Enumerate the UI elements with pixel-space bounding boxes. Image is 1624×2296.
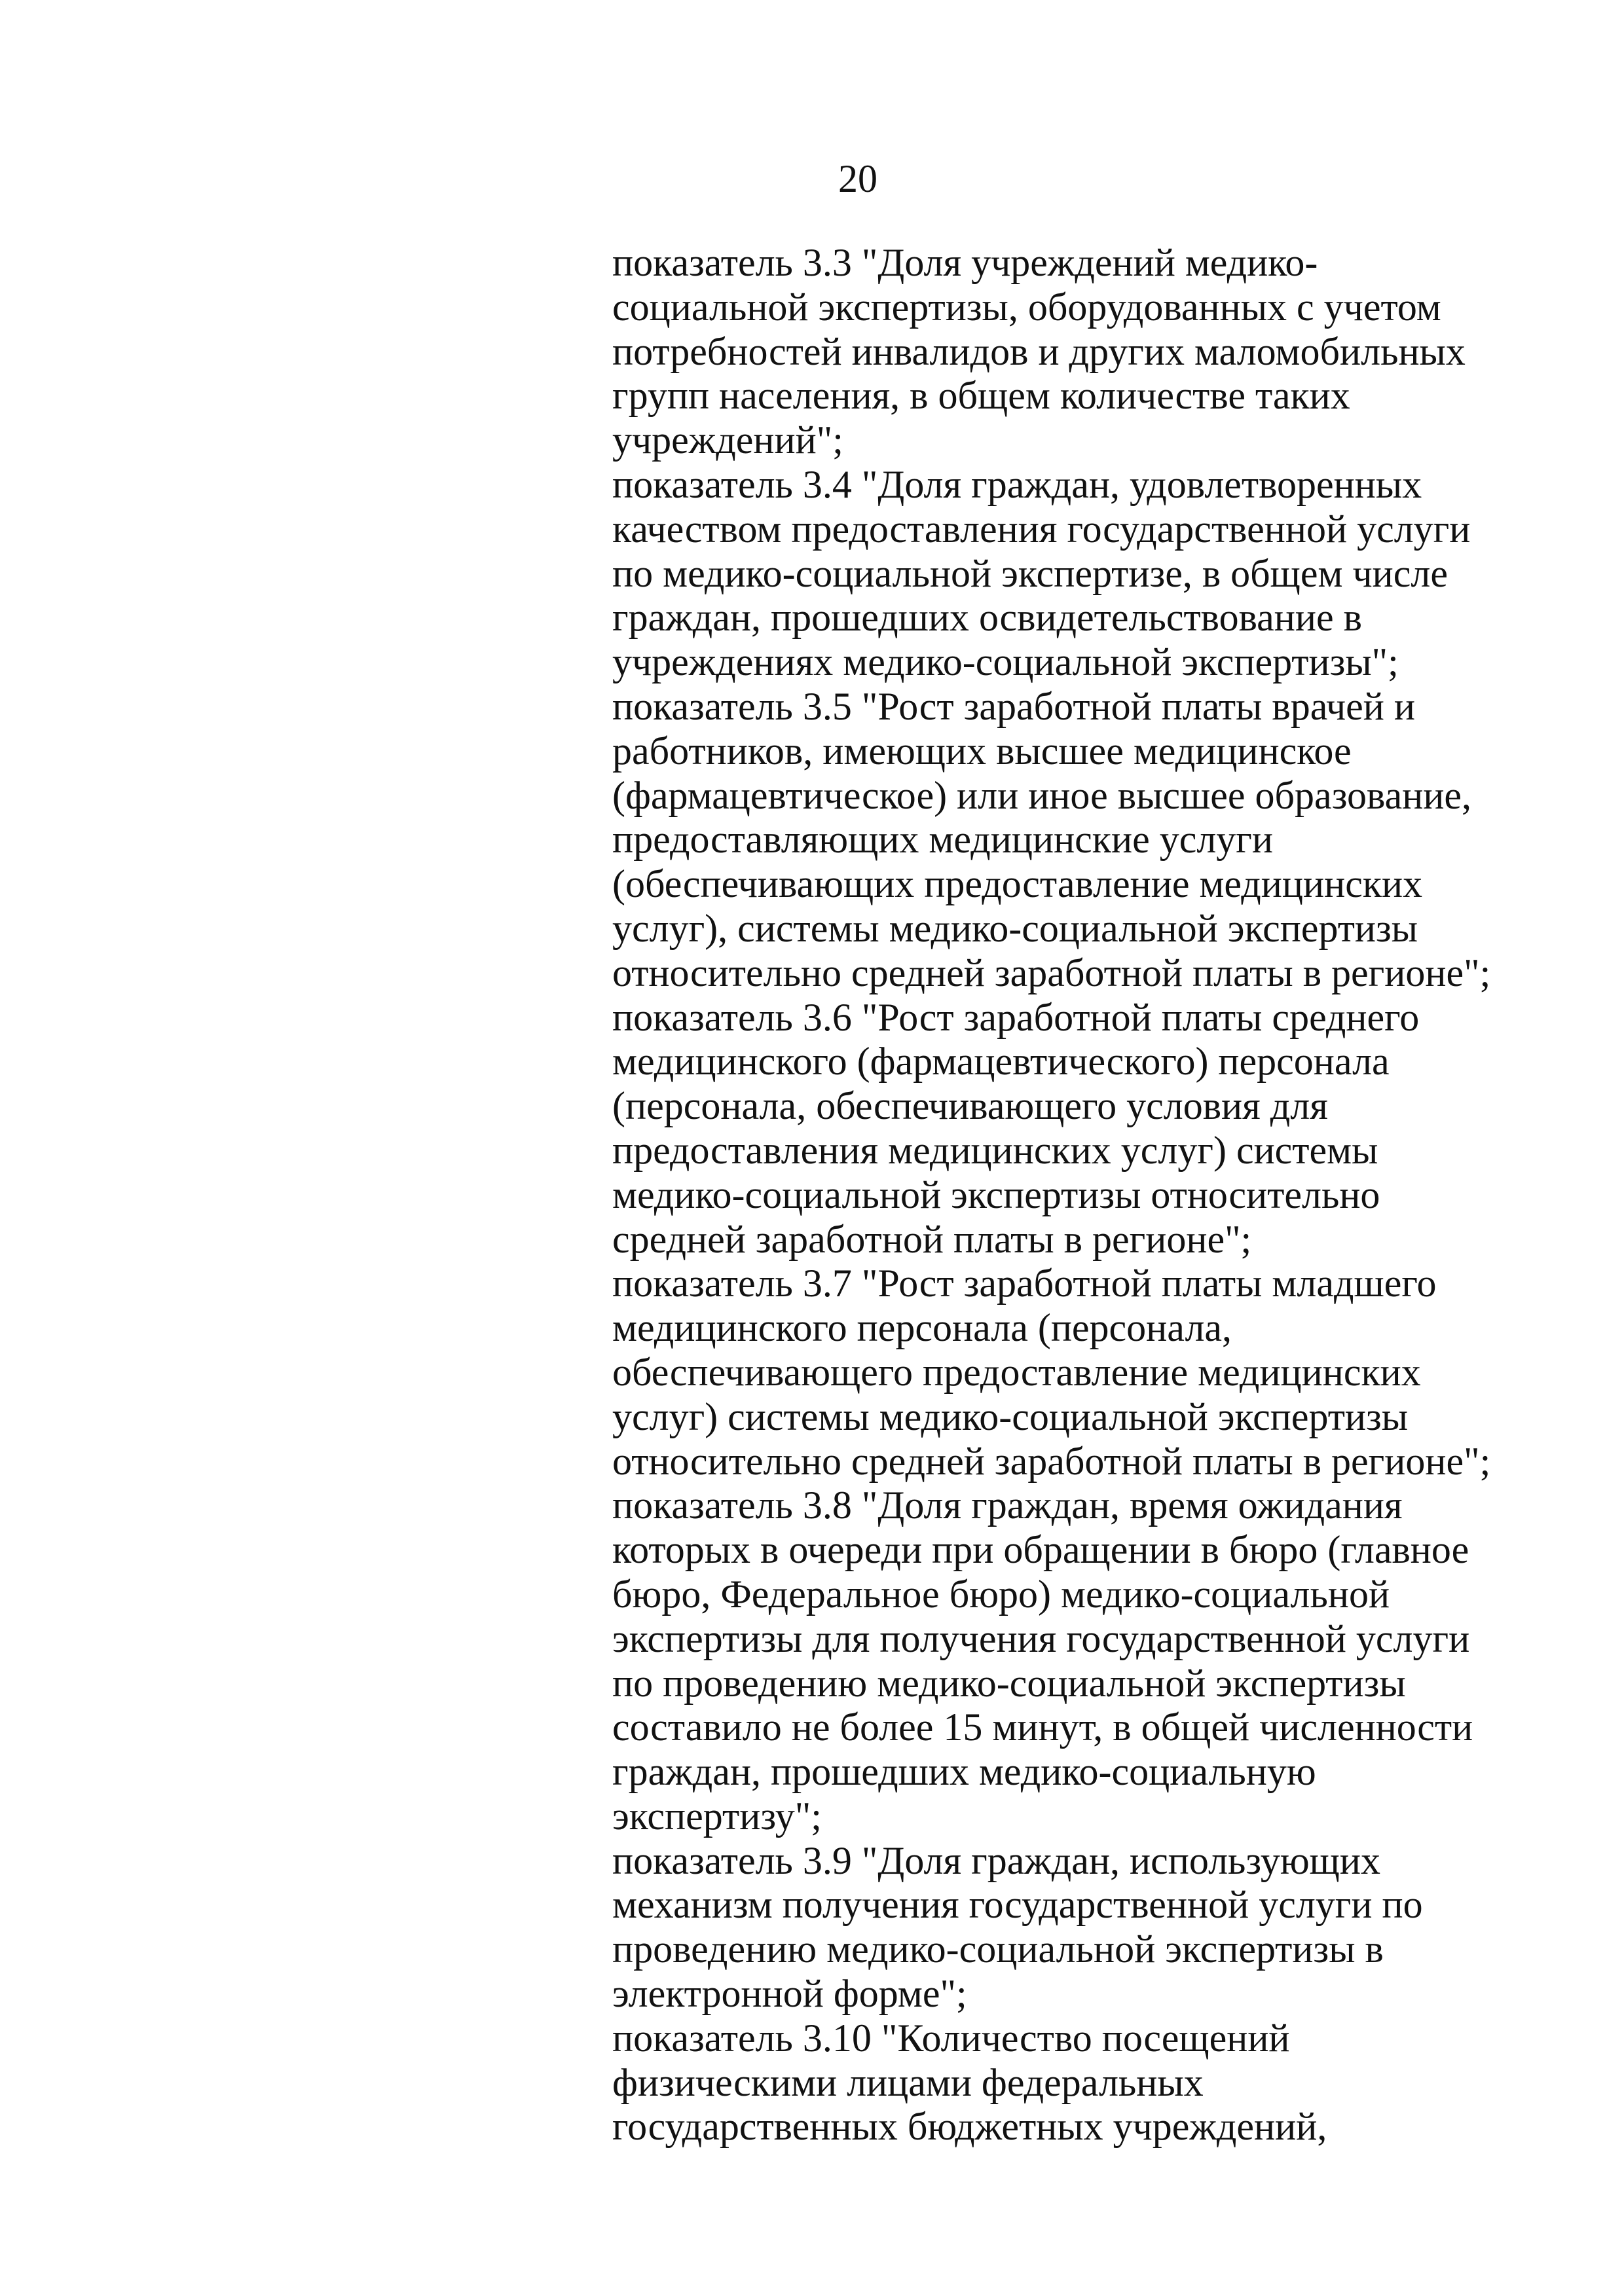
page-number: 20 xyxy=(838,157,877,200)
text-line: физическими лицами федеральных xyxy=(612,2060,1204,2104)
text-line: показатель 3.3 "Доля учреждений медико- xyxy=(612,241,1318,284)
text-line: работников, имеющих высшее медицинское xyxy=(612,729,1352,773)
text-line: средней заработной платы в регионе"; xyxy=(612,1217,1252,1261)
text-line: государственных бюджетных учреждений, xyxy=(612,2105,1327,2149)
text-line: относительно средней заработной платы в регионе"; xyxy=(612,1439,1491,1483)
text-line: качеством предоставления государственной услуги xyxy=(612,507,1471,551)
text-line: услуг), системы медико-социальной экспертизы xyxy=(612,906,1418,950)
text-line: учреждений"; xyxy=(612,418,843,462)
text-line: по проведению медико-социальной экспертизы xyxy=(612,1661,1406,1705)
text-line: показатель 3.5 "Рост заработной платы врачей и xyxy=(612,684,1416,728)
text-line: которых в очереди при обращении в бюро (главное xyxy=(612,1528,1469,1572)
text-line: показатель 3.8 "Доля граждан, время ожидания xyxy=(612,1484,1403,1527)
text-line: предоставления медицинских услуг) системы xyxy=(612,1128,1378,1172)
text-line: граждан, прошедших освидетельствование в xyxy=(612,596,1362,640)
text-line: услуг) системы медико-социальной экспертизы xyxy=(612,1394,1409,1438)
text-line: (фармацевтическое) или иное высшее образование, xyxy=(612,773,1472,817)
text-line: экспертизы для получения государственной услуги xyxy=(612,1616,1470,1660)
text-line: обеспечивающего предоставление медицинских xyxy=(612,1350,1421,1394)
text-line: экспертизу"; xyxy=(612,1794,822,1838)
text-line: по медико-социальной экспертизе, в общем числе xyxy=(612,551,1448,595)
text-line: граждан, прошедших медико-социальную xyxy=(612,1750,1316,1794)
text-line: показатель 3.6 "Рост заработной платы среднего xyxy=(612,995,1420,1039)
text-line: учреждениях медико-социальной экспертизы"; xyxy=(612,640,1399,684)
text-line: показатель 3.4 "Доля граждан, удовлетворенных xyxy=(612,462,1422,506)
text-line: проведению медико-социальной экспертизы в xyxy=(612,1927,1384,1971)
text-line: показатель 3.7 "Рост заработной платы младшего xyxy=(612,1262,1437,1305)
text-line: составило не более 15 минут, в общей численности xyxy=(612,1705,1473,1749)
text-line: относительно средней заработной платы в регионе"; xyxy=(612,951,1491,994)
text-line: предоставляющих медицинские услуги xyxy=(612,818,1273,862)
text-line: показатель 3.10 "Количество посещений xyxy=(612,2016,1290,2060)
text-line: (обеспечивающих предоставление медицинских xyxy=(612,862,1423,906)
text-line: медицинского (фармацевтического) персонала xyxy=(612,1040,1390,1084)
text-line: показатель 3.9 "Доля граждан, использующих xyxy=(612,1838,1380,1882)
text-line: социальной экспертизы, оборудованных с учетом xyxy=(612,285,1441,329)
text-line: медико-социальной экспертизы относительно xyxy=(612,1173,1380,1216)
text-line: групп населения, в общем количестве таких xyxy=(612,374,1350,418)
text-line: бюро, Федеральное бюро) медико-социальной xyxy=(612,1572,1390,1616)
document-body xyxy=(612,241,1529,2149)
text-line: (персонала, обеспечивающего условия для xyxy=(612,1084,1328,1128)
text-line: потребностей инвалидов и других маломобильных xyxy=(612,329,1466,373)
text-line: механизм получения государственной услуги по xyxy=(612,1883,1423,1927)
text-line: электронной форме"; xyxy=(612,1972,967,2016)
text-line: медицинского персонала (персонала, xyxy=(612,1306,1232,1350)
